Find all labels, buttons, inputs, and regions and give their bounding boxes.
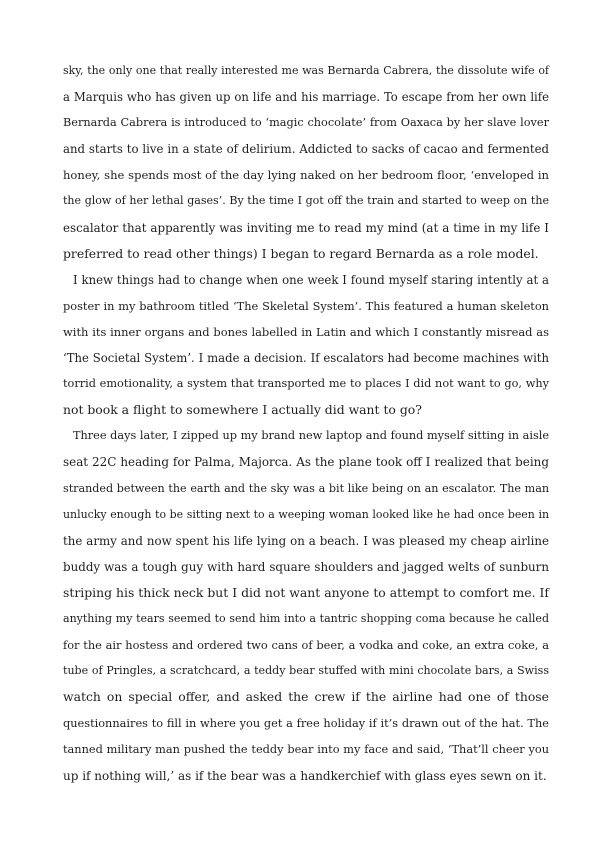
text-line: I knew things had to change when one week I found myself staring intently at a bbox=[73, 272, 549, 287]
text-line: unlucky enough to be sitting next to a weeping woman looked like he had once been in bbox=[63, 507, 549, 521]
text-line: stranded between the earth and the sky was a bit like being on an escalator. The man bbox=[63, 481, 549, 495]
text-line: for the air hostess and ordered two cans of beer, a vodka and coke, an extra coke, a bbox=[63, 638, 549, 653]
text-line: up if nothing will,’ as if the bear was a handkerchief with glass eyes sewn on it. bbox=[63, 768, 547, 783]
text-line: Three days later, I zipped up my brand new laptop and found myself sitting in aisle bbox=[73, 429, 549, 443]
text-line: escalator that apparently was inviting me to read my mind (at a time in my life I bbox=[63, 220, 549, 235]
text-line: poster in my bathroom titled ‘The Skeletal System’. This featured a human skeleton bbox=[63, 298, 549, 313]
text-line: striping his thick neck but I did not want anyone to attempt to comfort me. If bbox=[63, 584, 549, 600]
text-line: a Marquis who has given up on life and his marriage. To escape from her own life bbox=[63, 90, 549, 105]
text-line: and starts to live in a state of delirium. Addicted to sacks of cacao and fermented bbox=[63, 142, 549, 157]
text-line: seat 22C heading for Palma, Majorca. As the plane took off I realized that being bbox=[63, 455, 549, 470]
text-line: not book a flight to somewhere I actually did want to go? bbox=[63, 402, 422, 418]
text-line: honey, she spends most of the day lying naked on her bedroom floor, ‘enveloped in bbox=[63, 168, 549, 183]
text-line: preferred to read other things) I began to regard Bernarda as a role model. bbox=[63, 245, 539, 261]
text-line: ‘The Societal System’. I made a decision. If escalators had become machines with bbox=[63, 351, 549, 366]
text-line: sky, the only one that really interested me was Bernarda Cabrera, the dissolute wife of bbox=[63, 64, 549, 77]
text-line: with its inner organs and bones labelled in Latin and which I constantly misread as bbox=[63, 324, 549, 339]
text-line: the army and now spent his life lying on a beach. I was pleased my cheap airline bbox=[63, 533, 549, 548]
text-line: tanned military man pushed the teddy bear into my face and said, ‘That’ll cheer you bbox=[63, 742, 549, 757]
text-line: tube of Pringles, a scratchcard, a teddy bear stuffed with mini chocolate bars, a Swiss bbox=[63, 664, 549, 678]
text-line: the glow of her lethal gases’. By the time I got off the train and started to weep on the bbox=[63, 194, 549, 208]
text-line: anything my tears seemed to send him into a tantric shopping coma because he called bbox=[63, 611, 549, 625]
text-line: watch on special offer, and asked the crew if the airline had one of those bbox=[63, 689, 549, 705]
text-line: questionnaires to fill in where you get a free holiday if it’s drawn out of the hat. The bbox=[63, 716, 549, 731]
text-line: buddy was a tough guy with hard square shoulders and jagged welts of sunburn bbox=[63, 559, 549, 574]
body-text bbox=[63, 58, 549, 789]
text-line: Bernarda Cabrera is introduced to ‘magic chocolate’ from Oaxaca by her slave lover bbox=[63, 116, 549, 130]
text-line: torrid emotionality, a system that transported me to places I did not want to go, why bbox=[63, 377, 549, 391]
